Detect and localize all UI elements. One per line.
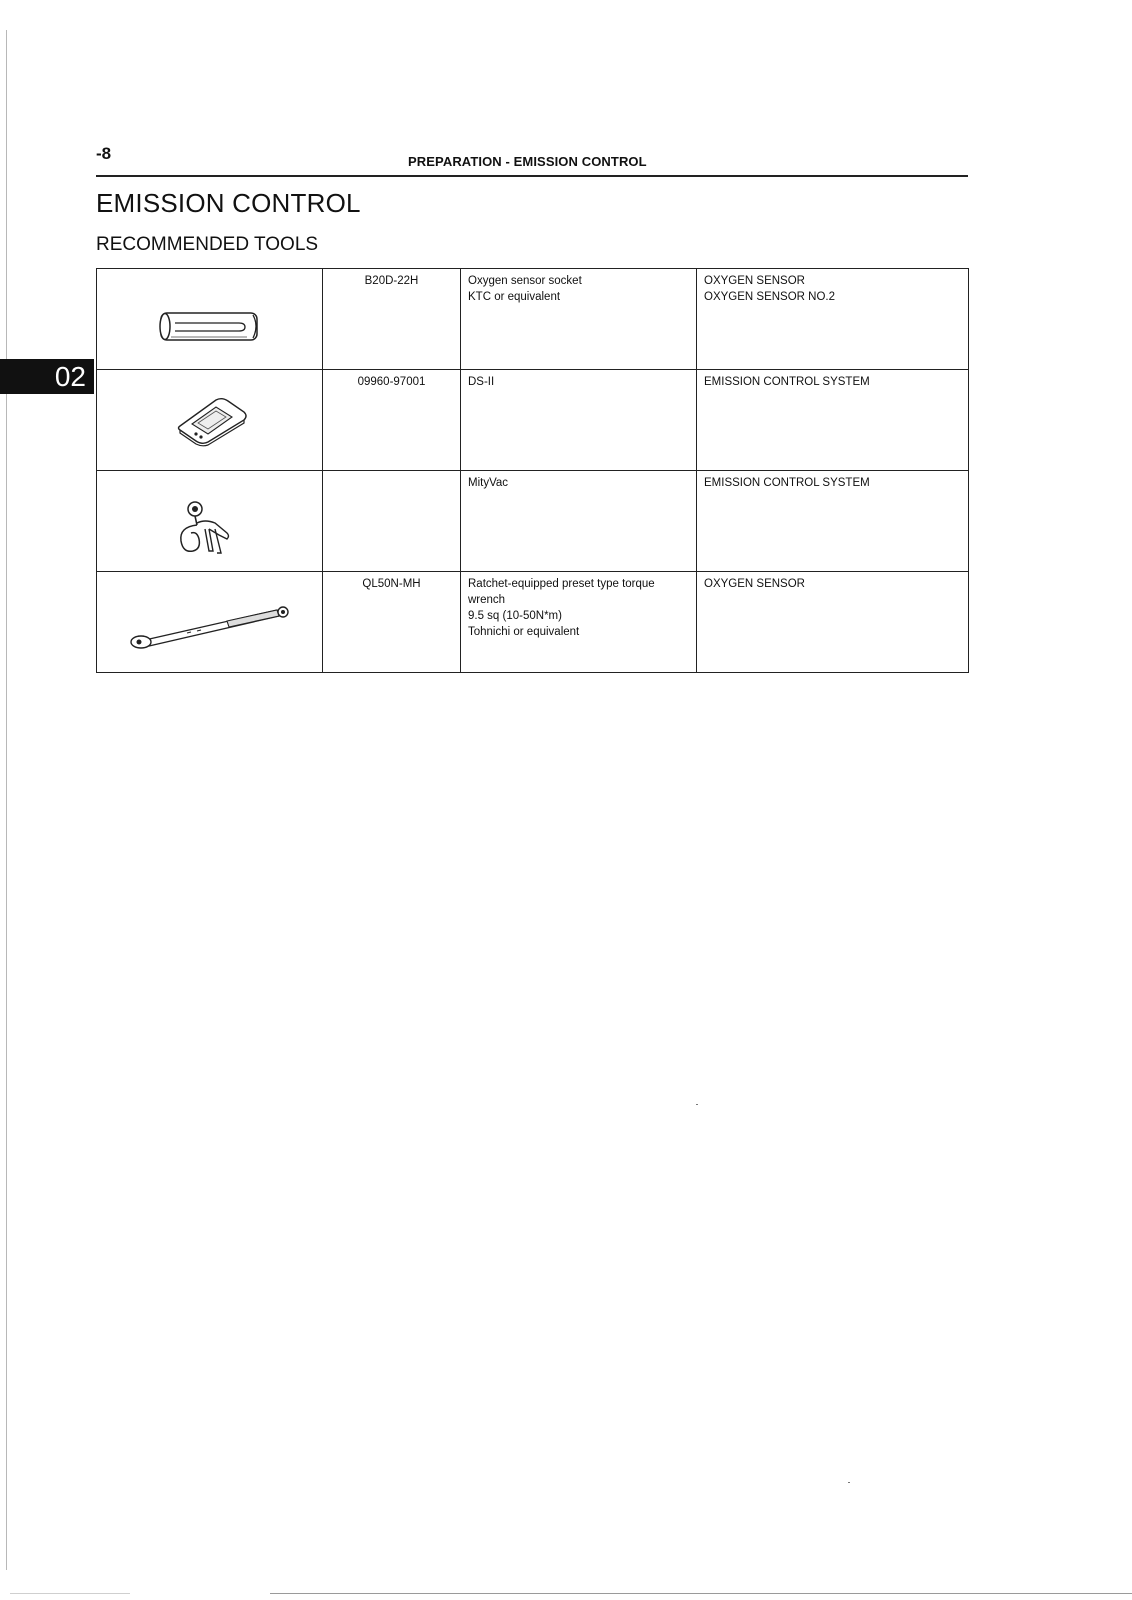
tool-description <box>461 572 697 673</box>
tool-description <box>461 370 697 471</box>
description-line: Tohnichi or equivalent <box>468 626 580 638</box>
tool-code: 09960-97001 <box>323 370 461 471</box>
usage-line: OXYGEN SENSOR <box>704 275 805 287</box>
header-rule <box>96 175 968 177</box>
description-line: 9.5 sq (10-50N*m) <box>468 610 562 622</box>
description-line: Ratchet-equipped preset type torque <box>468 578 655 590</box>
tool-description <box>461 471 697 572</box>
page-title: EMISSION CONTROL <box>96 188 361 218</box>
table-row <box>97 572 969 673</box>
torque-wrench-icon <box>127 600 297 650</box>
bottom-margin-rule-left <box>10 1593 130 1594</box>
tool-usage <box>697 370 969 471</box>
description-line: MityVac <box>468 477 509 489</box>
tool-usage <box>697 572 969 673</box>
tool-description <box>461 269 697 370</box>
tool-image-cell <box>97 572 323 673</box>
table-row <box>97 471 969 572</box>
section-tab: 02 <box>0 359 94 394</box>
description-line: wrench <box>468 594 506 606</box>
table-row <box>97 370 969 471</box>
description-line: KTC or equivalent <box>468 291 561 303</box>
bottom-margin-rule <box>270 1593 1132 1594</box>
tool-code <box>323 471 461 572</box>
scan-speck <box>696 1104 698 1105</box>
description-line: DS-II <box>468 376 495 388</box>
tool-code: B20D-22H <box>323 269 461 370</box>
running-head: PREPARATION - EMISSION CONTROL <box>408 154 647 169</box>
description-line: Oxygen sensor socket <box>468 275 582 287</box>
usage-line: EMISSION CONTROL SYSTEM <box>704 477 870 489</box>
section-subtitle: RECOMMENDED TOOLS <box>96 234 319 255</box>
table-row <box>97 269 969 370</box>
usage-line: OXYGEN SENSOR <box>704 578 805 590</box>
tool-image-cell <box>97 471 323 572</box>
left-margin-rule <box>6 30 7 1570</box>
tool-code: QL50N-MH <box>323 572 461 673</box>
usage-line: EMISSION CONTROL SYSTEM <box>704 376 870 388</box>
scan-speck <box>848 1482 850 1483</box>
tool-usage <box>697 269 969 370</box>
vacuum-pump-icon <box>175 499 235 561</box>
recommended-tools-table <box>96 268 969 673</box>
tool-image-cell <box>97 370 323 471</box>
page-number: -8 <box>96 144 112 163</box>
tool-usage <box>697 471 969 572</box>
diagnostic-scanner-icon <box>172 392 252 447</box>
tool-image-cell <box>97 269 323 370</box>
usage-line: OXYGEN SENSOR NO.2 <box>704 291 836 303</box>
oxygen-sensor-socket-icon <box>155 307 265 347</box>
